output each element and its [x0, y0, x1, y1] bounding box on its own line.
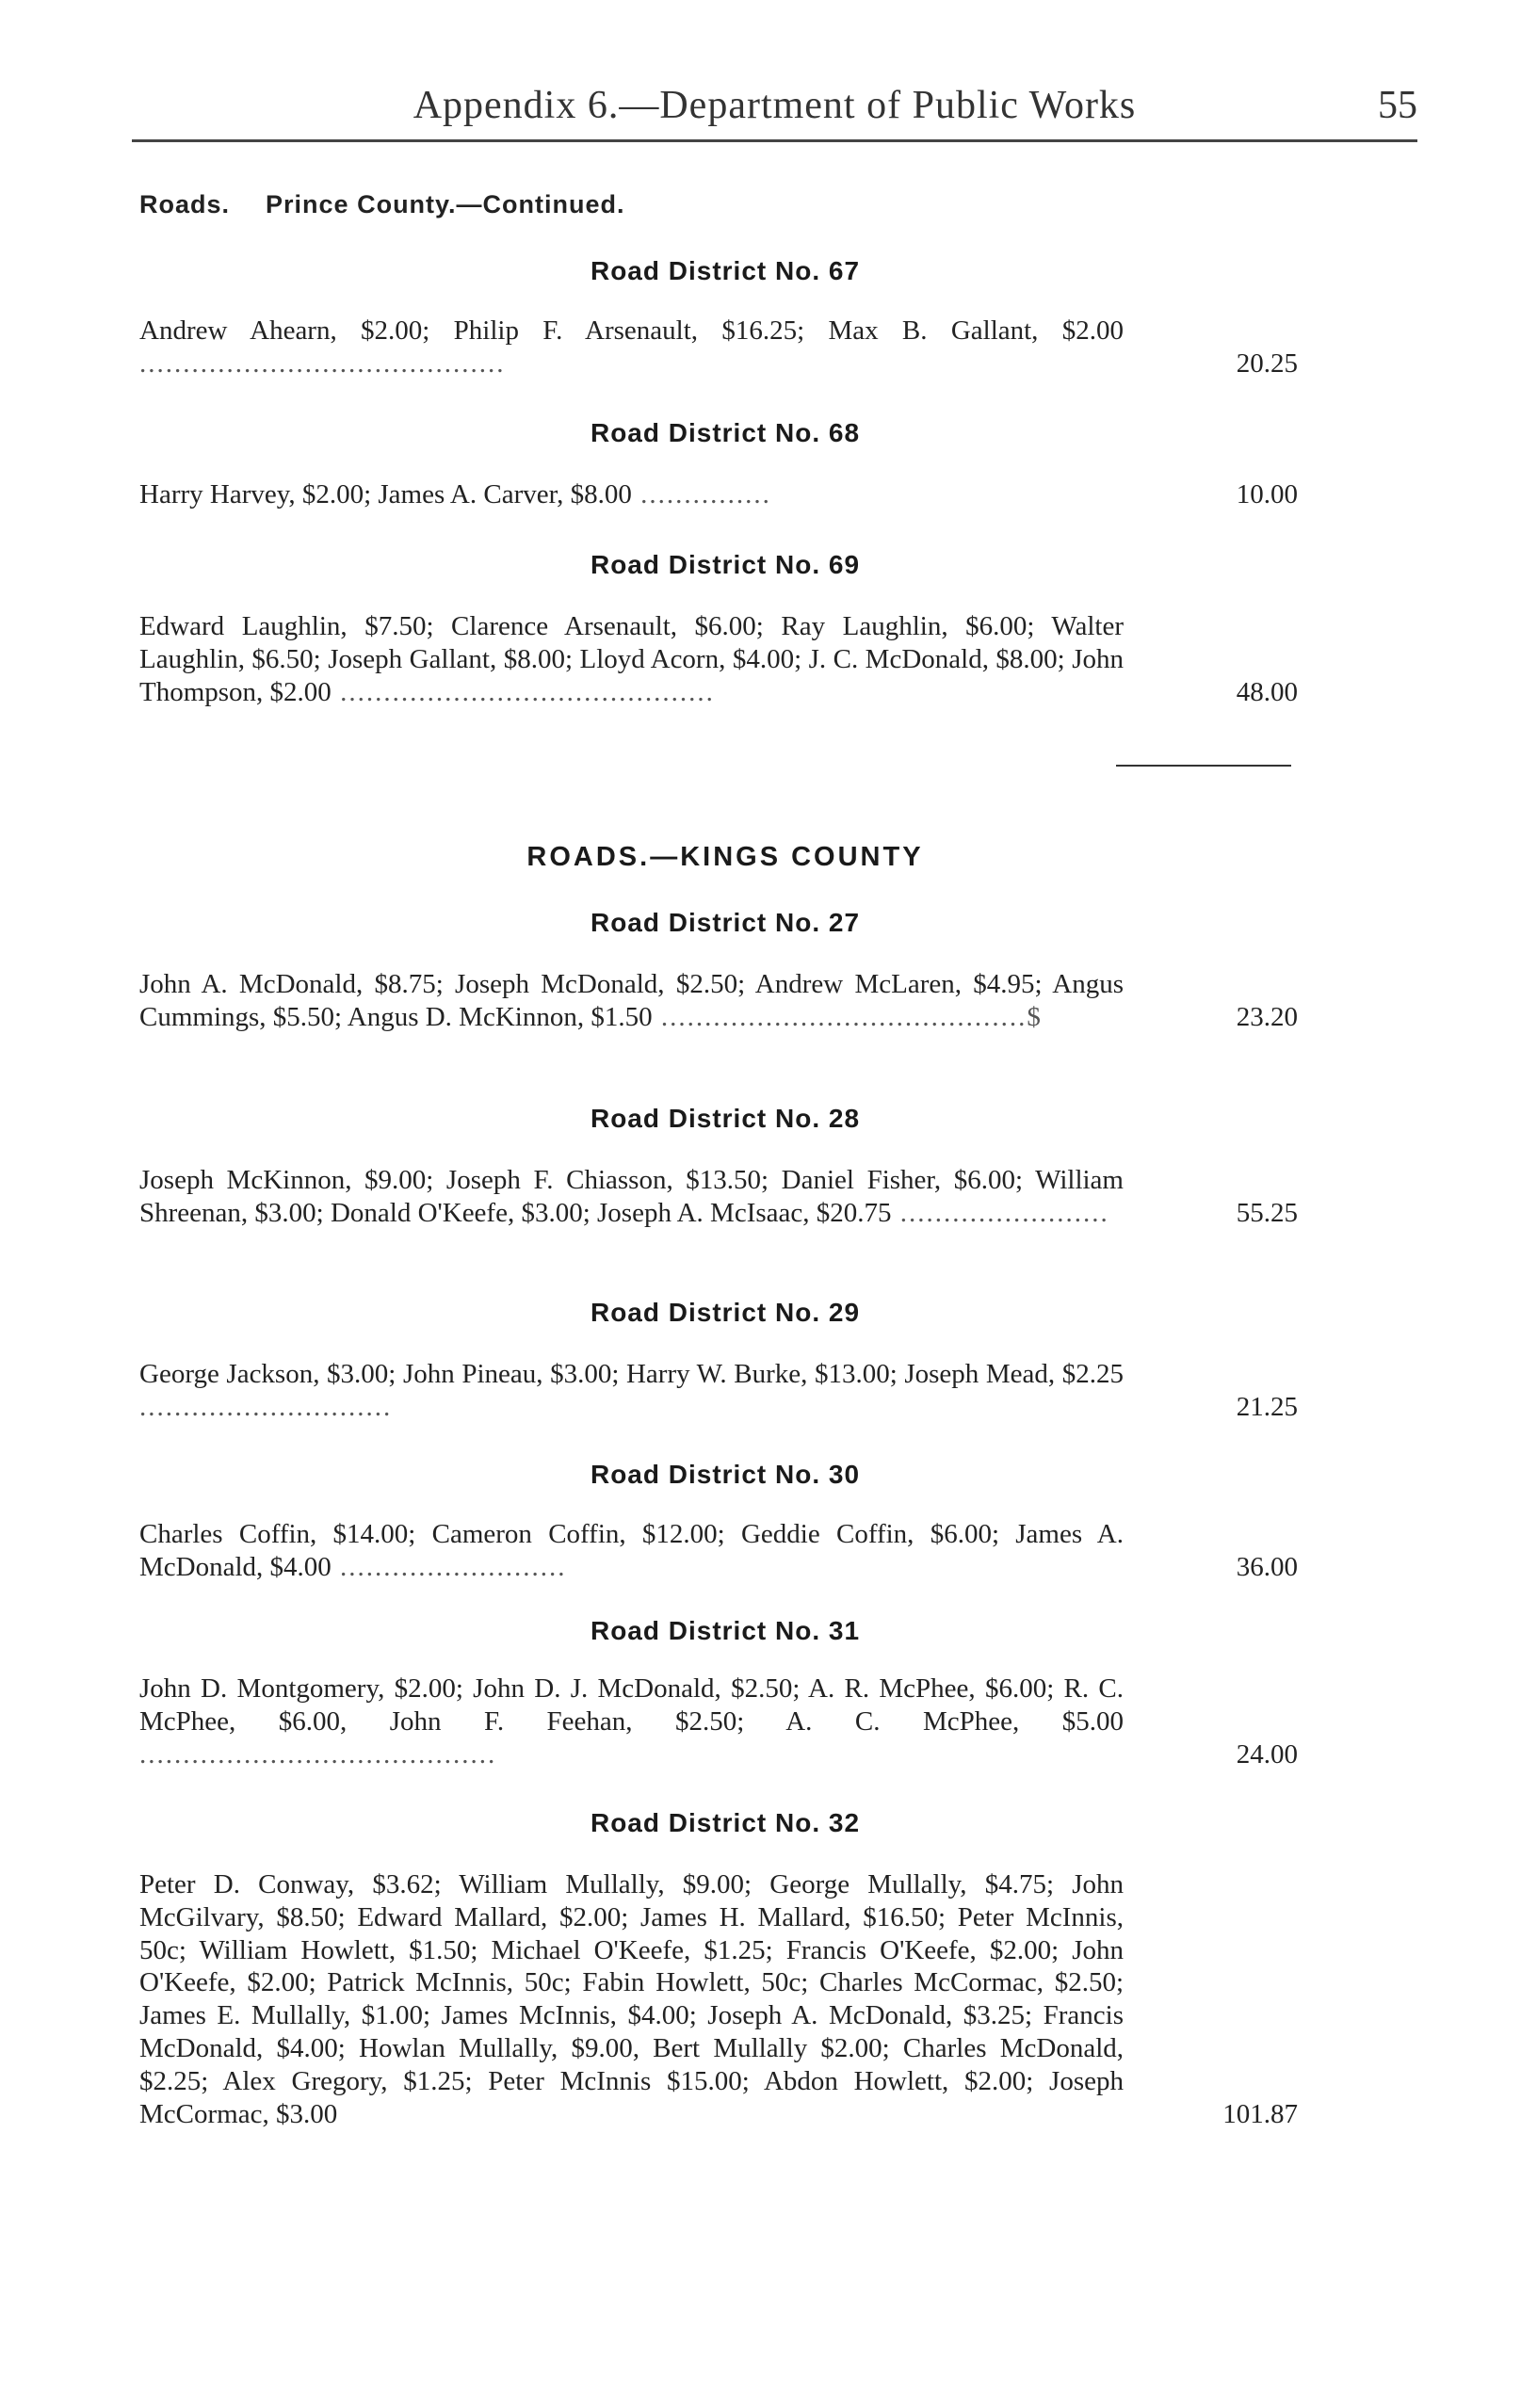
district-total: 36.00	[1236, 1551, 1298, 1582]
section-label: Roads.	[139, 190, 231, 218]
district-entry-text	[139, 315, 1124, 380]
entry-names: Andrew Ahearn, $2.00; Philip F. Arsenault, $16.25; Max B. Gallant, $2.00	[139, 315, 1124, 346]
district-heading-67: Road District No. 67	[590, 256, 861, 285]
dot-leader: .........................................	[139, 1738, 497, 1770]
dot-leader: ..........................	[331, 1551, 567, 1582]
district-total: 101.87	[1222, 2098, 1298, 2129]
entry-names: Joseph McKinnon, $9.00; Joseph F. Chiasson, $13.50; Daniel Fisher, $6.00; William Shreenan, $3.00; Donald O'Keefe, $3.00; Joseph A. McIsaac, $20.75	[139, 1165, 1124, 1228]
district-entry-text	[139, 1868, 1124, 2130]
district-entry-text	[139, 1358, 1124, 1424]
dot-leader: ...............	[631, 479, 771, 509]
dot-leader: ..........................................	[139, 347, 506, 379]
district-heading-32: Road District No. 32	[590, 1808, 861, 1837]
entry-names: Peter D. Conway, $3.62; William Mullally, $9.00; George Mullally, $4.75; John McGilvary, $8.50; Edward Mallard, $2.00; James H. Mallard, $16.50; Peter McInnis, 50c; William Howlett, $1.50; Michael O'Keefe, $1.25; Francis O'Keefe, $2.00; John O'Keefe, $2.00; Patrick McInnis, 50c; Fabin Howlett, 50c; Charles McCormac, $2.50; James E. Mullally, $1.00; James McInnis, $4.00; Joseph A. McDonald, $3.25; Francis McDonald, $4.00; Howlan Mullally, $9.00, Bert Mullally $2.00; Charles McDonald, $2.25; Alex Gregory, $1.25; Peter McInnis $15.00; Abdon Howlett, $2.00; Joseph McCormac, $3.00	[139, 1869, 1124, 2129]
district-entry-text	[139, 478, 1124, 511]
district-heading-69: Road District No. 69	[590, 550, 861, 579]
district-entry-text	[139, 610, 1124, 708]
section-heading	[139, 190, 625, 219]
district-heading-29: Road District No. 29	[590, 1298, 861, 1327]
district-total: 48.00	[1236, 676, 1298, 707]
district-total: 21.25	[1236, 1391, 1298, 1422]
district-total: 20.25	[1236, 347, 1298, 379]
total-rule	[1116, 765, 1291, 767]
district-entry-32	[139, 1868, 1298, 2130]
dot-leader: .............................	[139, 1391, 393, 1422]
district-entry-text	[139, 1164, 1124, 1230]
district-entry-68	[139, 478, 1298, 511]
district-total: 10.00	[1236, 479, 1298, 509]
district-entry-29	[139, 1358, 1298, 1424]
county-heading: ROADS.—KINGS COUNTY	[526, 842, 924, 872]
entry-names: George Jackson, $3.00; John Pineau, $3.00; Harry W. Burke, $13.00; Joseph Mead, $2.25	[139, 1359, 1124, 1389]
district-heading-30: Road District No. 30	[590, 1460, 861, 1489]
page-number: 55	[1378, 84, 1417, 127]
district-total: 24.00	[1236, 1738, 1298, 1770]
district-heading-31: Road District No. 31	[590, 1616, 861, 1645]
district-heading-27: Road District No. 27	[590, 908, 861, 937]
district-heading-68: Road District No. 68	[590, 418, 861, 447]
running-title: Appendix 6.—Department of Public Works	[413, 84, 1137, 127]
district-entry-text	[139, 1673, 1124, 1770]
entry-names: John A. McDonald, $8.75; Joseph McDonald, $2.50; Andrew McLaren, $4.95; Angus Cummings, $5.50; Angus D. McKinnon, $1.50	[139, 969, 1124, 1032]
district-entry-27	[139, 968, 1298, 1034]
district-entry-30	[139, 1518, 1298, 1584]
section-county: Prince County.—Continued.	[266, 190, 625, 218]
district-entry-text	[139, 1518, 1124, 1584]
district-entry-31	[139, 1673, 1298, 1770]
entry-names: Charles Coffin, $14.00; Cameron Coffin, $12.00; Geddie Coffin, $6.00; James A. McDonald, $4.00	[139, 1519, 1124, 1582]
header-rule	[132, 139, 1417, 142]
dot-leader: ...........................................	[331, 676, 715, 707]
dot-leader: ........................	[891, 1197, 1109, 1228]
district-total: 55.25	[1236, 1197, 1298, 1228]
district-entry-text	[139, 968, 1124, 1034]
district-entry-67	[139, 315, 1298, 380]
district-total: 23.20	[1236, 1001, 1298, 1032]
district-heading-28: Road District No. 28	[590, 1104, 861, 1133]
entry-names: John D. Montgomery, $2.00; John D. J. McDonald, $2.50; A. R. McPhee, $6.00; R. C. McPhee, $6.00, John F. Feehan, $2.50; A. C. McPhee, $5.00	[139, 1673, 1124, 1737]
running-head	[132, 83, 1417, 141]
entry-names: Harry Harvey, $2.00; James A. Carver, $8.00	[139, 479, 632, 509]
district-entry-69	[139, 610, 1298, 708]
dot-leader: ..........................................$	[652, 1001, 1043, 1032]
entry-names: Edward Laughlin, $7.50; Clarence Arsenault, $6.00; Ray Laughlin, $6.00; Walter Laughlin, $6.50; Joseph Gallant, $8.00; Lloyd Acorn, $4.00; J. C. McDonald, $8.00; John Thompson, $2.00	[139, 611, 1124, 707]
district-entry-28	[139, 1164, 1298, 1230]
